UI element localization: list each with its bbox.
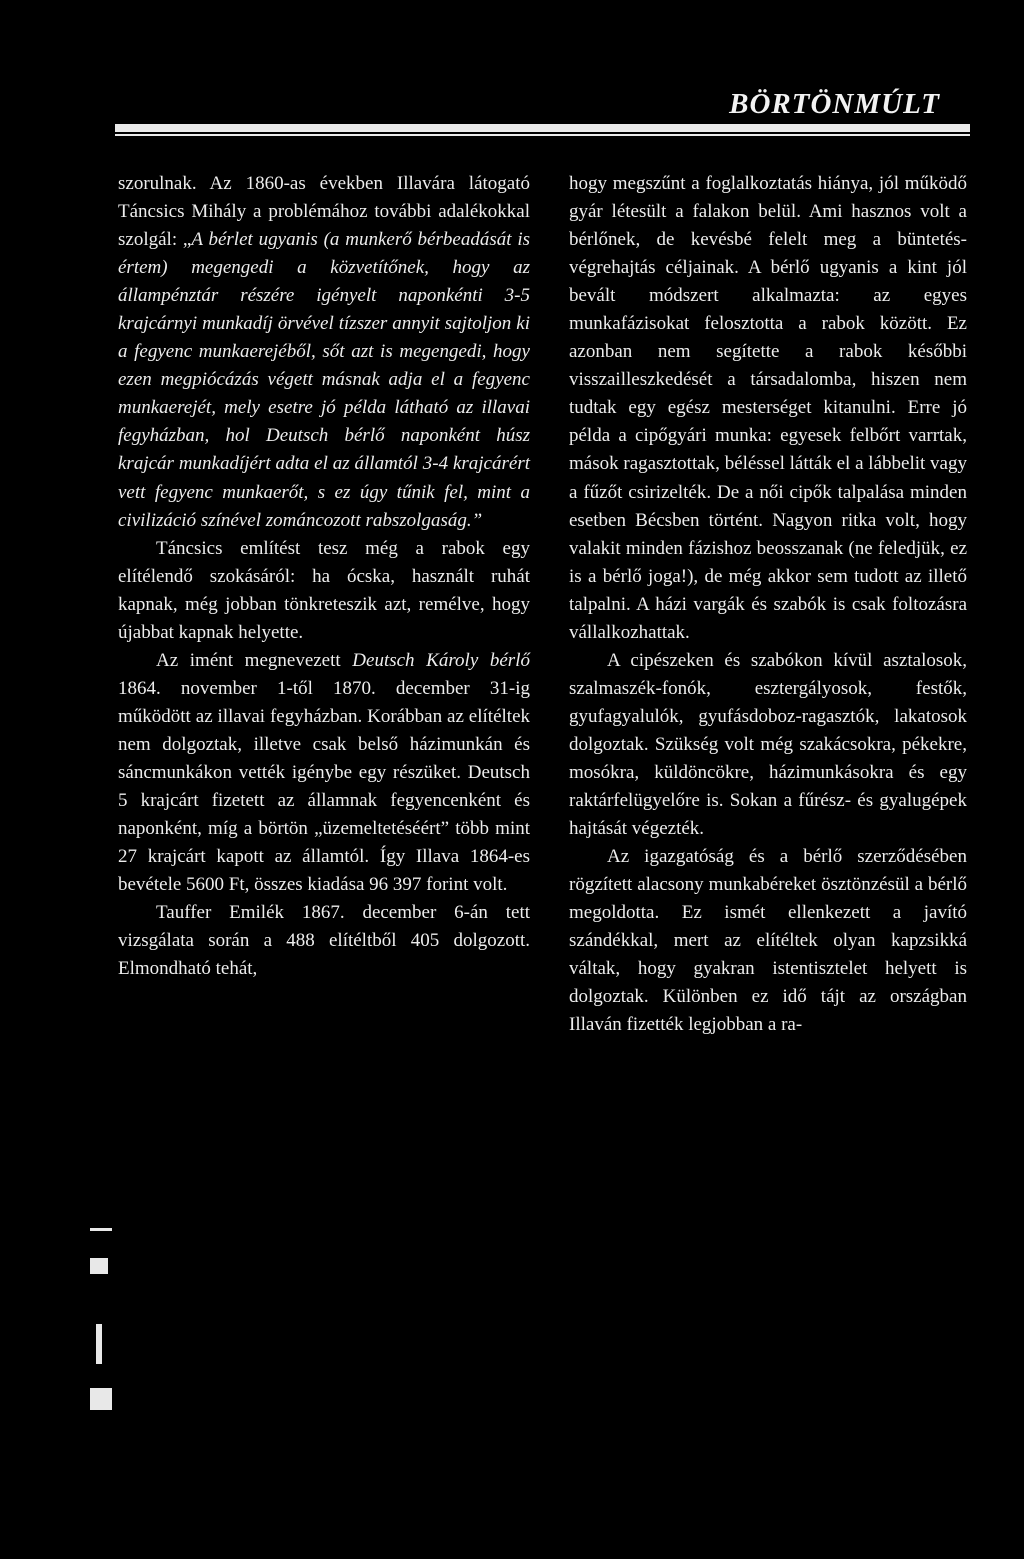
section-title: BÖRTÖNMÚLT — [729, 88, 940, 120]
margin-mark-square — [90, 1388, 112, 1410]
right-paragraph-2: A cipészeken és szabókon kívül asztalosok, szalmaszék-fonók, esztergályosok, festők, gyufagyalulók, gyufásdoboz-ragasztók, lakatosok dolgoztak. Szükség volt még szakácsokra, pékekre, mosókra, küldöncökre, házimunkásokra és egy raktárfelügyelőre is. Sokan a fűrész- és gyalugépek hajtását végezték. — [569, 649, 967, 840]
left-column — [118, 170, 530, 983]
margin-mark-block — [90, 1258, 108, 1274]
right-paragraph-3: Az igazgatóság és a bérlő szerződésében rögzített alacsony munkabéreket ösztönzésül a bérlő megoldotta. Ez ismét ellenkezett a javító szándékkal, mert az elítéltek olyan kapzsikká váltak, hogy gyakran istentisztelet helyett is dolgoztak. Különben ez idő tájt az országban Illaván fizették legjobban a ra- — [569, 846, 967, 1036]
right-column — [569, 170, 967, 1039]
left-paragraph-4: Tauffer Emilék 1867. december 6-án tett vizsgálata során a 488 elítéltből 405 dolgozott. Elmondható tehát, — [118, 902, 530, 980]
right-paragraph-1: hogy megszűnt a foglalkoztatás hiánya, jól működő gyár létesült a falakon belül. Ami hasznos volt a bérlőnek, de kevésbé felelt meg a büntetés-végrehajtás céljainak. A bérlő ugyanis a kint jól bevált módszert alkalmazta: az egyes munkafázisokat felosztotta a rabok között. Ez azonban nem segítette a rabok későbbi visszailleszkedését a társadalomba, hiszen nem tudtak egy egész mesterséget kitanulni. Erre jó példa a cipőgyári munka: egyesek felbőrt varrtak, mások ragasztottak, béléssel látták el a lábbelit vagy a fűzőt csirizelték. De a női cipők talpalása minden esetben Bécsben történt. Nagyon ritka volt, hogy valakit minden fázishoz beosszanak (ne feledjük, ez is a bérlő joga!), de még akkor sem tudott az illető talpalni. A házi vargák és szabók is csak foltozásra vállalkozhattak. — [569, 173, 967, 643]
left-paragraph-3: Az imént megnevezett Deutsch Károly bérlő 1864. november 1-től 1870. december 31-ig működött az illavai fegyházban. Korábban az elítéltek nem dolgoztak, illetve csak belső házimunkán és sáncmunkákon vették igénybe egy részüket. Deutsch 5 krajcárt fizetett az államnak fegyencenként és naponként, míg a börtön „üzemeltetéséért” több mint 27 krajcárt kapott az államtól. Így Illava 1864-es bevétele 5600 Ft, összes kiadása 96 397 forint volt. — [118, 649, 530, 896]
margin-mark-dash — [90, 1228, 112, 1231]
margin-mark-bar — [96, 1324, 102, 1364]
tenant-name: Deutsch Károly bérlő — [352, 649, 530, 671]
taksics-quote: A bérlet ugyanis (a munkerő bérbeadását is értem) megengedi a közvetítőnek, hogy az állampénztár részére igényelt naponkénti 3-5 krajcárnyi munkadíj örvével tízszer annyit sajtoljon ki a fegyenc munkaerejéből, sőt azt is megengedi, hogy ezen megpiócázás végett másnak adja el a fegyenc munkaerejét, mely esetre jó példa látható az illavai fegyházban, hol Deutsch bérlő naponként húsz krajcár munkadíjért adta el az államtól 3-4 krajcárért vett fegyenc munkaerőt, s ez úgy tűnik fel, mint a civilizáció színével zománcozott rabszolgaság. — [118, 229, 530, 531]
left-paragraph-2: Táncsics említést tesz még a rabok egy elítélendő szokásáról: ha ócska, használt ruhát kapnak, még jobban tönkreteszik azt, remélve, hogy újabbat kapnak helyette. — [118, 537, 530, 643]
header-rules — [115, 124, 970, 136]
header-rule-bottom — [115, 134, 970, 136]
left-paragraph-1: szorulnak. Az 1860-as években Illavára látogató Táncsics Mihály a problémához további adalékokkal szolgál: „A bérlet ugyanis (a munkerő bérbeadását is értem) megengedi a közvetítőnek, hogy az állampénztár részére igényelt naponkénti 3-5 krajcárnyi munkadíj örvével tízszer annyit sajtoljon ki a fegyenc munkaerejéből, sőt azt is megengedi, hogy ezen megpiócázás végett másnak adja el a fegyenc munkaerejét, mely esetre jó példa látható az illavai fegyházban, hol Deutsch bérlő naponként húsz krajcár munkadíjért adta el az államtól 3-4 krajcárért vett fegyenc munkaerőt, s ez úgy tűnik fel, mint a civilizáció színével zománcozott rabszolgaság.” — [118, 173, 530, 531]
